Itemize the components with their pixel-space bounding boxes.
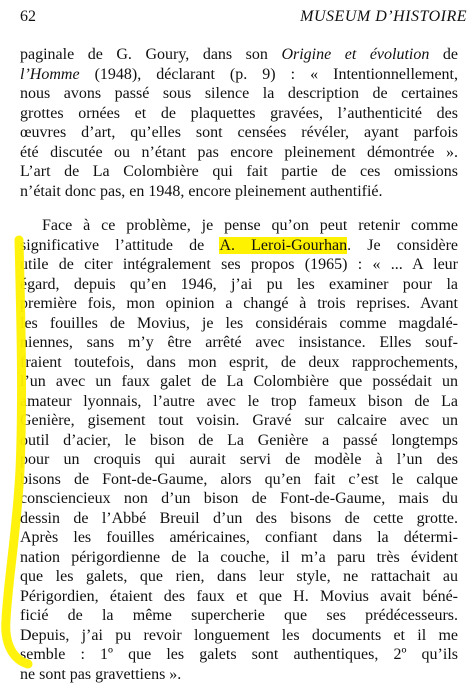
text-line: ficié de la même supercherie que ses prédécesseurs. bbox=[20, 606, 458, 626]
page-header bbox=[20, 6, 467, 28]
paragraph-1 bbox=[20, 45, 458, 201]
text-line: grottes ornées et de plaquettes gravées, l’authenticité des bbox=[20, 104, 458, 124]
text-line: œuvres d’art, qu’elles sont censées révéler, ayant parfois bbox=[20, 123, 458, 143]
text-line: Depuis, j’ai pu revoir longuement les documents et il me bbox=[20, 626, 458, 646]
text-fragment: significative l’attitude de bbox=[20, 237, 219, 254]
text-line: Face à ce problème, je pense qu’on peut retenir comme bbox=[20, 216, 458, 236]
text-line: égard, depuis qu’en 1946, j’ai pu les examiner pour la bbox=[20, 275, 458, 295]
text-line: L’art de La Colombière qui fait partie de ces omissions bbox=[20, 162, 458, 182]
text-line bbox=[20, 236, 458, 256]
text-line: utile de citer intégralement ses propos (1965) : « ... A leur bbox=[20, 255, 458, 275]
body-text bbox=[20, 45, 458, 684]
text-line: paginale de G. Goury, dans son Origine et évolution de bbox=[20, 45, 458, 65]
text-line: niennes, sans m’y être arrêté avec insistance. Elles souf- bbox=[20, 333, 458, 353]
text-line: l’Homme (1948), déclarant (p. 9) : « Intentionnellement, bbox=[20, 65, 458, 85]
text-line: l’un avec un faux galet de La Colombière que possédait un bbox=[20, 372, 458, 392]
page-number: 62 bbox=[20, 6, 36, 28]
text-line: été discutée ou n’étant pas encore pleinement démontrée ». bbox=[20, 143, 458, 163]
text-line: semble : 1º que les galets sont authentiques, 2º qu’ils bbox=[20, 645, 458, 665]
text-line: première fois, mon opinion a changé à trois reprises. Avant bbox=[20, 294, 458, 314]
text-line: que les galets, que rien, dans leur style, ne rattachait au bbox=[20, 567, 458, 587]
text-line: n’était donc pas, en 1948, encore pleinement authentifié. bbox=[20, 182, 458, 202]
text-line: fraient toutefois, dans mon esprit, de deux rapprochements, bbox=[20, 353, 458, 373]
text-line: nous avons passé sous silence la description de certaines bbox=[20, 84, 458, 104]
text-line: dessin de l’Abbé Breuil d’un des bisons de cette grotte. bbox=[20, 509, 458, 529]
running-head: MUSEUM D’HISTOIRE bbox=[300, 6, 467, 28]
paragraph-2-lines bbox=[20, 255, 458, 684]
text-line: Périgordien, étaient des faux et que H. Movius avait béné- bbox=[20, 587, 458, 607]
text-line: outil d’acier, le bison de La Genière a passé longtemps bbox=[20, 431, 458, 451]
text-line: pour un croquis qui aurait servi de modèle à l’un des bbox=[20, 450, 458, 470]
text-line: ne sont pas gravettiens ». bbox=[20, 665, 458, 684]
text-line: consciencieux non d’un bison de Font-de-Gaume, mais du bbox=[20, 489, 458, 509]
text-line: amateur lyonnais, l’autre avec le trop fameux bison de La bbox=[20, 392, 458, 412]
highlighted-name: A. Leroi-Gourhan bbox=[219, 237, 347, 254]
text-line: Genière, gisement tout voisin. Gravé sur calcaire avec un bbox=[20, 411, 458, 431]
text-line: les fouilles de Movius, je les considérais comme magdalé- bbox=[20, 314, 458, 334]
text-fragment: . Je considère bbox=[347, 237, 458, 254]
text-line: nation périgordienne de la couche, il m’a paru très évident bbox=[20, 548, 458, 568]
text-line: Après les fouilles américaines, confiant dans la détermi- bbox=[20, 528, 458, 548]
paragraph-2 bbox=[20, 216, 458, 684]
text-line: bisons de Font-de-Gaume, alors qu’en fait c’est le calque bbox=[20, 470, 458, 490]
